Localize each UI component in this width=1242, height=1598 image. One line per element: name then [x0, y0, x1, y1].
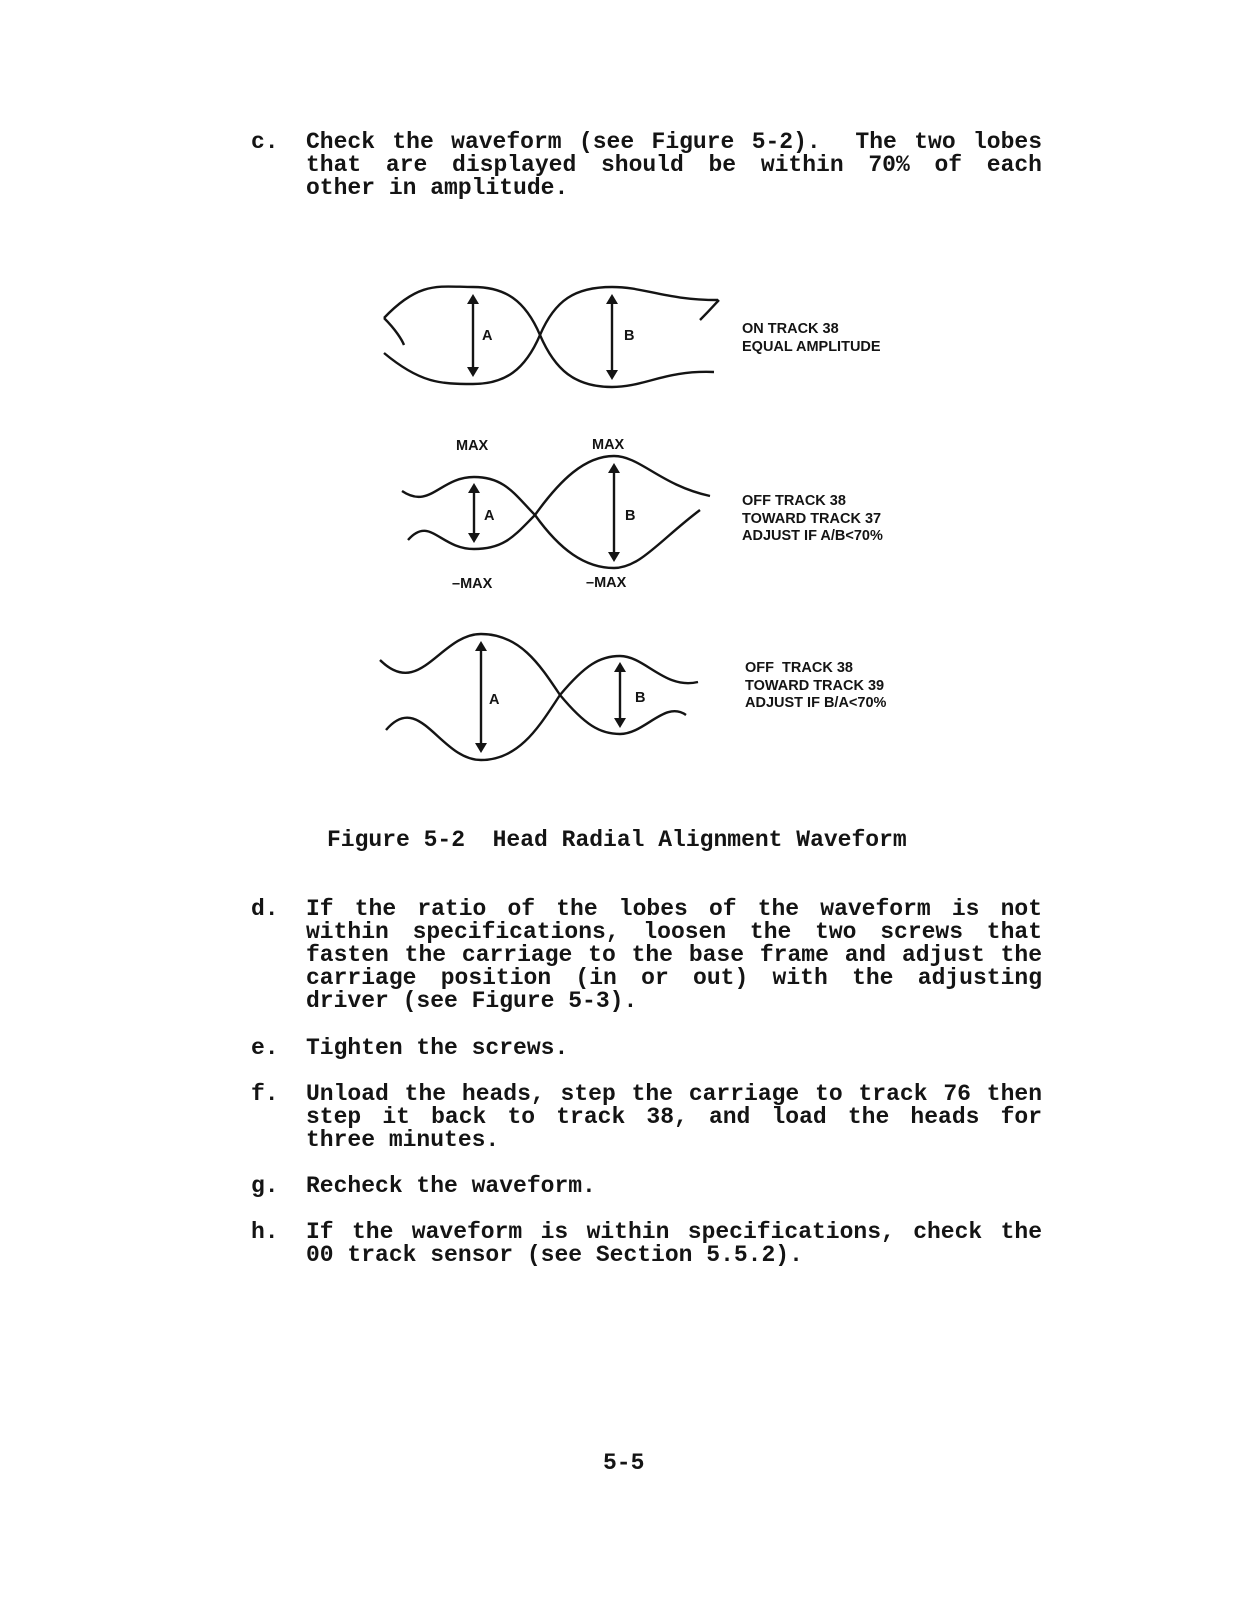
page-number: 5-5 — [603, 1450, 645, 1476]
step-text — [306, 1083, 1042, 1152]
lobe-a-label: A — [489, 692, 500, 708]
note-line: OFF TRACK 38 — [742, 493, 846, 509]
text-line: driver (see Figure 5-3). — [306, 988, 638, 1014]
wave-upper — [380, 634, 698, 695]
text-line: that are displayed should be within 70% of each — [306, 152, 1042, 178]
max-label-a: MAX — [456, 438, 489, 454]
lobe-b-label: B — [624, 328, 635, 344]
step-letter: f. — [251, 1081, 279, 1107]
note-line: TOWARD TRACK 37 — [742, 511, 882, 527]
step-letter: h. — [251, 1219, 279, 1245]
note-line: ADJUST IF B/A<70% — [745, 695, 887, 711]
text-line: Check the waveform (see Figure 5-2). The two lobes — [306, 129, 1042, 155]
waveform-on-track — [384, 286, 881, 387]
text-line: fasten the carriage to the base frame and adjust the — [306, 942, 1042, 968]
wave-tail-left — [384, 318, 404, 345]
step-text — [306, 1175, 1042, 1198]
text-line: Tighten the screws. — [306, 1035, 569, 1061]
waveform-toward-39 — [380, 634, 887, 760]
max-label-b: MAX — [592, 437, 625, 453]
wave-upper — [384, 286, 718, 335]
figure-caption: Figure 5-2 Head Radial Alignment Waveform — [327, 827, 907, 853]
note-line: TOWARD TRACK 39 — [745, 678, 885, 694]
wave-lower — [384, 335, 714, 387]
lobe-a-label: A — [484, 508, 495, 524]
lobe-b-label: B — [635, 690, 646, 706]
text-line: other in amplitude. — [306, 175, 569, 201]
neg-max-label-b: –MAX — [586, 575, 627, 591]
text-line: carriage position (in or out) with the adjusting — [306, 965, 1042, 991]
step-letter: e. — [251, 1035, 279, 1061]
text-line: 00 track sensor (see Section 5.5.2). — [306, 1242, 803, 1268]
step-text — [306, 898, 1042, 1013]
note-line: EQUAL AMPLITUDE — [742, 339, 881, 355]
wave-lower — [408, 510, 700, 568]
text-line: within specifications, loosen the two screws that — [306, 919, 1042, 945]
wave-upper — [402, 456, 710, 515]
note-line: OFF TRACK 38 — [745, 660, 853, 676]
text-line: step it back to track 38, and load the heads for — [306, 1104, 1042, 1130]
step-text — [306, 1037, 1042, 1060]
note-line: ADJUST IF A/B<70% — [742, 528, 883, 544]
text-line: Recheck the waveform. — [306, 1173, 596, 1199]
step-letter: d. — [251, 896, 279, 922]
waveform-toward-37 — [402, 437, 883, 592]
step-letter: c. — [251, 129, 279, 155]
lobe-b-label: B — [625, 508, 636, 524]
text-line: If the ratio of the lobes of the waveform is not — [306, 896, 1042, 922]
lobe-a-label: A — [482, 328, 493, 344]
text-line: Unload the heads, step the carriage to track 76 then — [306, 1081, 1042, 1107]
step-letter: g. — [251, 1173, 279, 1199]
text-line: If the waveform is within specifications, check the — [306, 1219, 1042, 1245]
wave-tail-right — [700, 300, 719, 320]
text-line: three minutes. — [306, 1127, 500, 1153]
neg-max-label-a: –MAX — [452, 576, 493, 592]
step-text — [306, 1221, 1042, 1267]
note-line: ON TRACK 38 — [742, 321, 839, 337]
